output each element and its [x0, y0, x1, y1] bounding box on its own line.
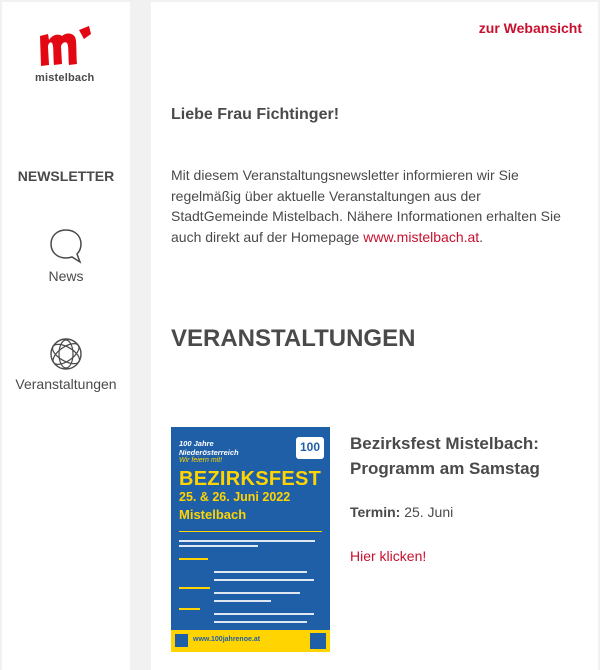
date-value: 25. Juni	[404, 504, 454, 520]
sidebar	[2, 2, 130, 670]
qr-code-icon	[175, 634, 188, 647]
poster-title: BEZIRKSFEST	[179, 468, 322, 490]
event-poster-image[interactable]	[171, 427, 330, 652]
poster-badge: 100	[296, 437, 324, 459]
poster-divider	[179, 531, 322, 532]
date-label: Termin:	[350, 504, 401, 520]
speech-bubble-icon	[49, 228, 83, 264]
poster-line3: Wir feiern mit!	[179, 457, 223, 464]
logo-wordmark: mistelbach	[35, 72, 95, 84]
poster-footer	[171, 630, 330, 652]
section-title: VERANSTALTUNGEN	[171, 325, 416, 352]
event-details-link[interactable]: Hier klicken!	[350, 548, 427, 564]
sidebar-item-label: News	[48, 268, 84, 284]
poster-line2: Niederösterreich	[179, 448, 239, 457]
sidebar-item-veranstaltungen[interactable]	[2, 336, 130, 392]
poster-url: www.100jahrenoe.at	[193, 636, 261, 643]
sidebar-item-label: Veranstaltungen	[15, 376, 117, 392]
webview-link[interactable]: zur Webansicht	[478, 20, 582, 36]
intro-end: .	[479, 228, 484, 245]
poster-line1: 100 Jahre	[179, 439, 214, 448]
event-title[interactable]: Bezirksfest Mistelbach: Programm am Samstag	[350, 434, 540, 478]
poster-dates: 25. & 26. Juni 2022	[179, 490, 291, 504]
noe-logo-icon	[310, 633, 326, 649]
sidebar-item-news[interactable]	[2, 228, 130, 284]
intro-paragraph	[171, 165, 571, 247]
globe-rings-icon	[48, 336, 84, 372]
greeting: Liebe Frau Fichtinger!	[171, 106, 340, 123]
newsletter-content	[151, 2, 598, 670]
homepage-link[interactable]: www.mistelbach.at	[363, 228, 480, 245]
event-date	[350, 504, 453, 520]
newsletter-heading: NEWSLETTER	[17, 168, 115, 184]
intro-text: Mit diesem Veranstaltungsnewsletter informieren wir Sie regelmäßig über aktuelle Veranstaltungen aus der StadtGemeinde Mistelbach. Nähere Informationen erhalten Sie auch direkt auf der Homepage	[171, 167, 561, 245]
poster-place: Mistelbach	[179, 507, 247, 522]
poster-program-lines	[179, 537, 322, 638]
